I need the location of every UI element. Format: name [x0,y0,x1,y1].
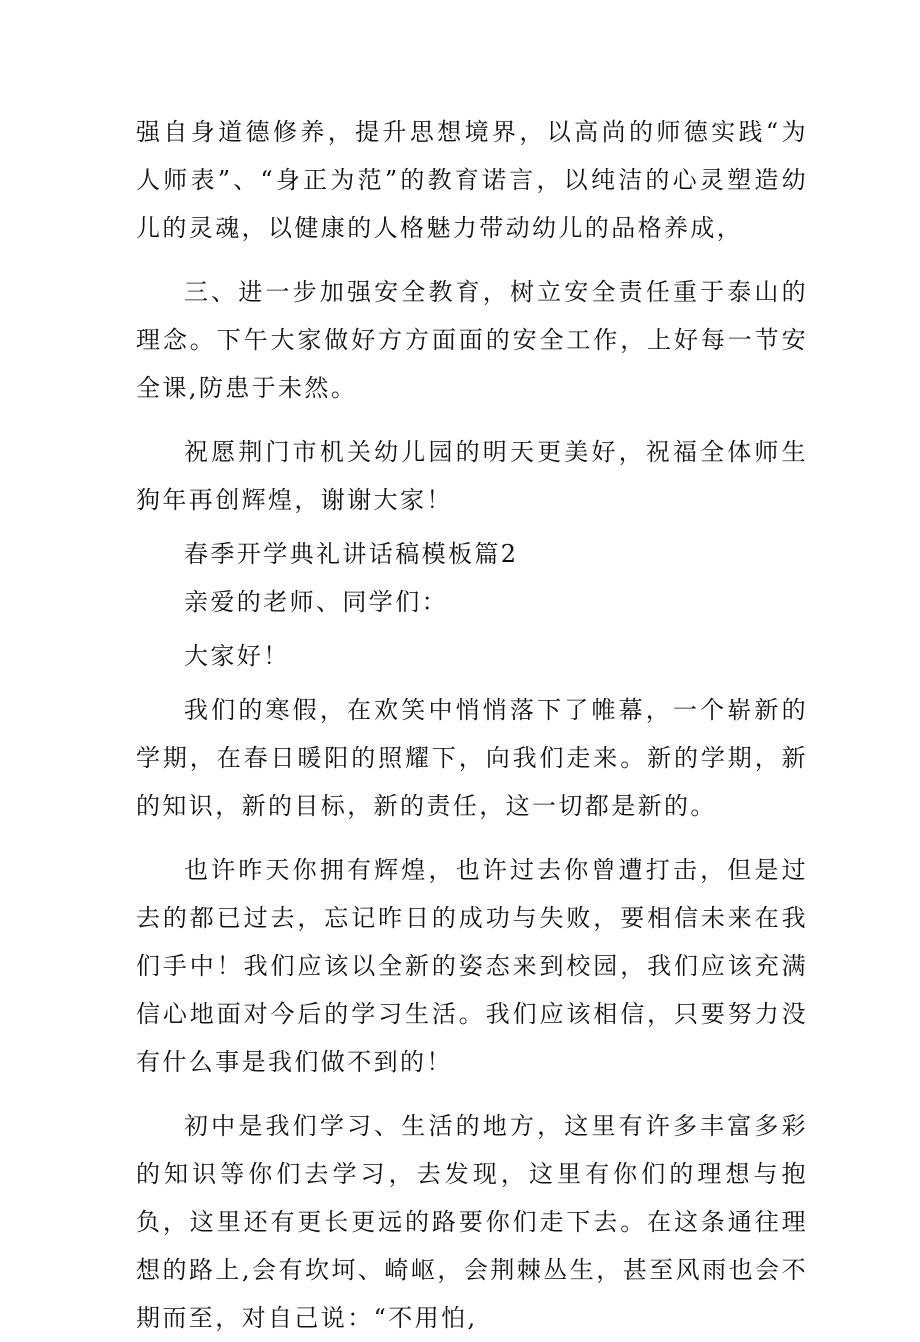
greeting: 大家好！ [184,642,290,670]
salutation: 亲爱的老师、同学们： [184,588,448,616]
paragraph-past-and-future: 也许昨天你拥有辉煌，也许过去你曾遭打击，但是过去的都已过去，忘记昨日的成功与失败，要相信未来在我们手中！我们应该以全新的姿态来到校园，我们应该充满信心地面对今后的学习生活。我们应该相信，只要努力没有什么事是我们做不到的！ [136,856,808,1076]
paragraph-continuation: 强自身道德修养，提升思想境界，以高尚的师德实践“为人师表”、“身正为范”的教育诺言，以纯洁的心灵塑造幼儿的灵魂，以健康的人格魅力带动幼儿的品格养成， [136,118,808,242]
body-text [136,108,808,1342]
paragraph-blessing: 祝愿荆门市机关幼儿园的明天更美好，祝福全体师生狗年再创辉煌，谢谢大家！ [136,438,808,514]
paragraph-new-semester: 我们的寒假，在欢笑中悄悄落下了帷幕，一个崭新的学期，在春日暖阳的照耀下，向我们走来。新的学期，新的知识，新的目标，新的责任，这一切都是新的。 [136,696,808,820]
section-heading: 春季开学典礼讲话稿模板篇2 [184,540,519,568]
paragraph-safety-education: 三、进一步加强安全教育，树立安全责任重于泰山的理念。下午大家做好方方面面的安全工作，上好每一节安全课,防患于未然。 [136,278,808,402]
paragraph-junior-high: 初中是我们学习、生活的地方，这里有许多丰富多彩的知识等你们去学习，去发现，这里有你们的理想与抱负，这里还有更长更远的路要你们走下去。在这条通往理想的路上,会有坎坷、崎岖，会荆棘丛生，甚至风雨也会不期而至，对自己说：“不用怕, [136,1112,808,1332]
